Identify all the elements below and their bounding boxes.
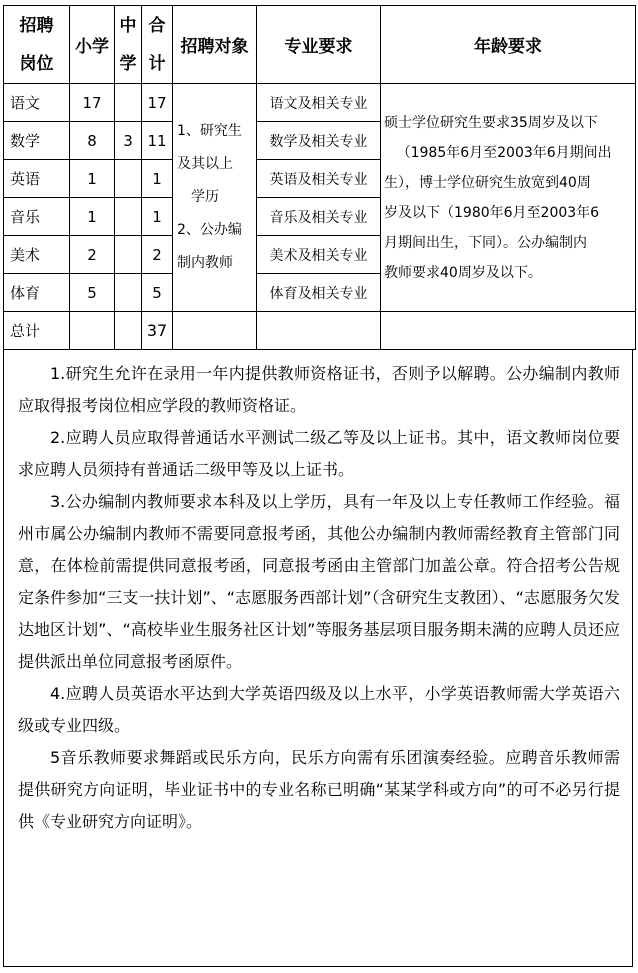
table-row <box>4 84 636 122</box>
header-post: 招聘 岗位 <box>4 6 70 84</box>
subject-cell: 体育 <box>4 274 70 312</box>
note-paragraph: 4.应聘人员英语水平达到大学英语四级及以上水平，小学英语教师需大学英语六级或专业四级。 <box>18 684 620 735</box>
note-paragraph: 1.研究生允许在录用一年内提供教师资格证书，否则予以解聘。公办编制内教师应取得报考岗位相应学段的教师资格证。 <box>18 364 620 415</box>
total-count: 2 <box>142 236 173 274</box>
total-age <box>381 312 636 350</box>
major-cell: 音乐及相关专业 <box>257 198 381 236</box>
middle-count <box>115 274 142 312</box>
total-count: 1 <box>142 160 173 198</box>
total-count: 5 <box>142 274 173 312</box>
major-cell: 美术及相关专业 <box>257 236 381 274</box>
note-paragraph: 2.应聘人员应取得普通话水平测试二级乙等及以上证书。其中，语文教师岗位要求应聘人员须持有普通话二级甲等及以上证书。 <box>18 428 620 479</box>
header-total: 合 计 <box>142 6 173 84</box>
middle-count <box>115 236 142 274</box>
major-cell: 英语及相关专业 <box>257 160 381 198</box>
total-middle <box>115 312 142 350</box>
total-major <box>257 312 381 350</box>
notes-section <box>3 350 633 967</box>
header-age: 年龄要求 <box>381 6 636 84</box>
recruitment-document <box>3 5 635 968</box>
total-label: 总计 <box>4 312 70 350</box>
header-row <box>4 6 636 84</box>
major-cell: 语文及相关专业 <box>257 84 381 122</box>
total-target <box>173 312 257 350</box>
header-middle: 中 学 <box>115 6 142 84</box>
subject-cell: 美术 <box>4 236 70 274</box>
major-cell: 数学及相关专业 <box>257 122 381 160</box>
note-paragraph: 3.公办编制内教师要求本科及以上学历，具有一年及以上专任教师工作经验。福州市属公办编制内教师不需要同意报考函，其他公办编制内教师需经教育主管部门同意，在体检前需提供同意报考函，同意报考函由主管部门加盖公章。符合招考公告规定条件参加“三支一扶计划”、“志愿服务西部计划”（含研究生支教团）、“志愿服务欠发达地区计划”、“高校毕业生服务社区计划”等服务基层项目服务期未满的应聘人员还应提供派出单位同意报考函原件。 <box>18 492 620 671</box>
subject-cell: 语文 <box>4 84 70 122</box>
total-count: 1 <box>142 198 173 236</box>
header-primary: 小学 <box>70 6 115 84</box>
middle-count <box>115 160 142 198</box>
primary-count: 1 <box>70 198 115 236</box>
middle-count <box>115 84 142 122</box>
subject-cell: 数学 <box>4 122 70 160</box>
primary-count: 8 <box>70 122 115 160</box>
primary-count: 5 <box>70 274 115 312</box>
target-cell: 1、研究生 及其以上 学历 2、公办编 制内教师 <box>173 84 257 312</box>
age-cell: 硕士学位研究生要求35周岁及以下 （1985年6月至2003年6月期间出 生），博士学位研究生放宽到40周 岁及以下（1980年6月至2003年6 月期间出生，下同）。公办编制内 教师要求40周岁及以下。 <box>381 84 636 312</box>
recruitment-table <box>3 5 636 350</box>
subject-cell: 音乐 <box>4 198 70 236</box>
total-count: 11 <box>142 122 173 160</box>
middle-count <box>115 198 142 236</box>
primary-count: 17 <box>70 84 115 122</box>
total-primary <box>70 312 115 350</box>
total-row <box>4 312 636 350</box>
header-target: 招聘对象 <box>173 6 257 84</box>
subject-cell: 英语 <box>4 160 70 198</box>
primary-count: 2 <box>70 236 115 274</box>
primary-count: 1 <box>70 160 115 198</box>
header-major: 专业要求 <box>257 6 381 84</box>
grand-total: 37 <box>142 312 173 350</box>
note-paragraph: 5音乐教师要求舞蹈或民乐方向，民乐方向需有乐团演奏经验。应聘音乐教师需提供研究方向证明，毕业证书中的专业名称已明确“某某学科或方向”的可不必另行提供《专业研究方向证明》。 <box>18 748 620 831</box>
middle-count: 3 <box>115 122 142 160</box>
total-count: 17 <box>142 84 173 122</box>
major-cell: 体育及相关专业 <box>257 274 381 312</box>
